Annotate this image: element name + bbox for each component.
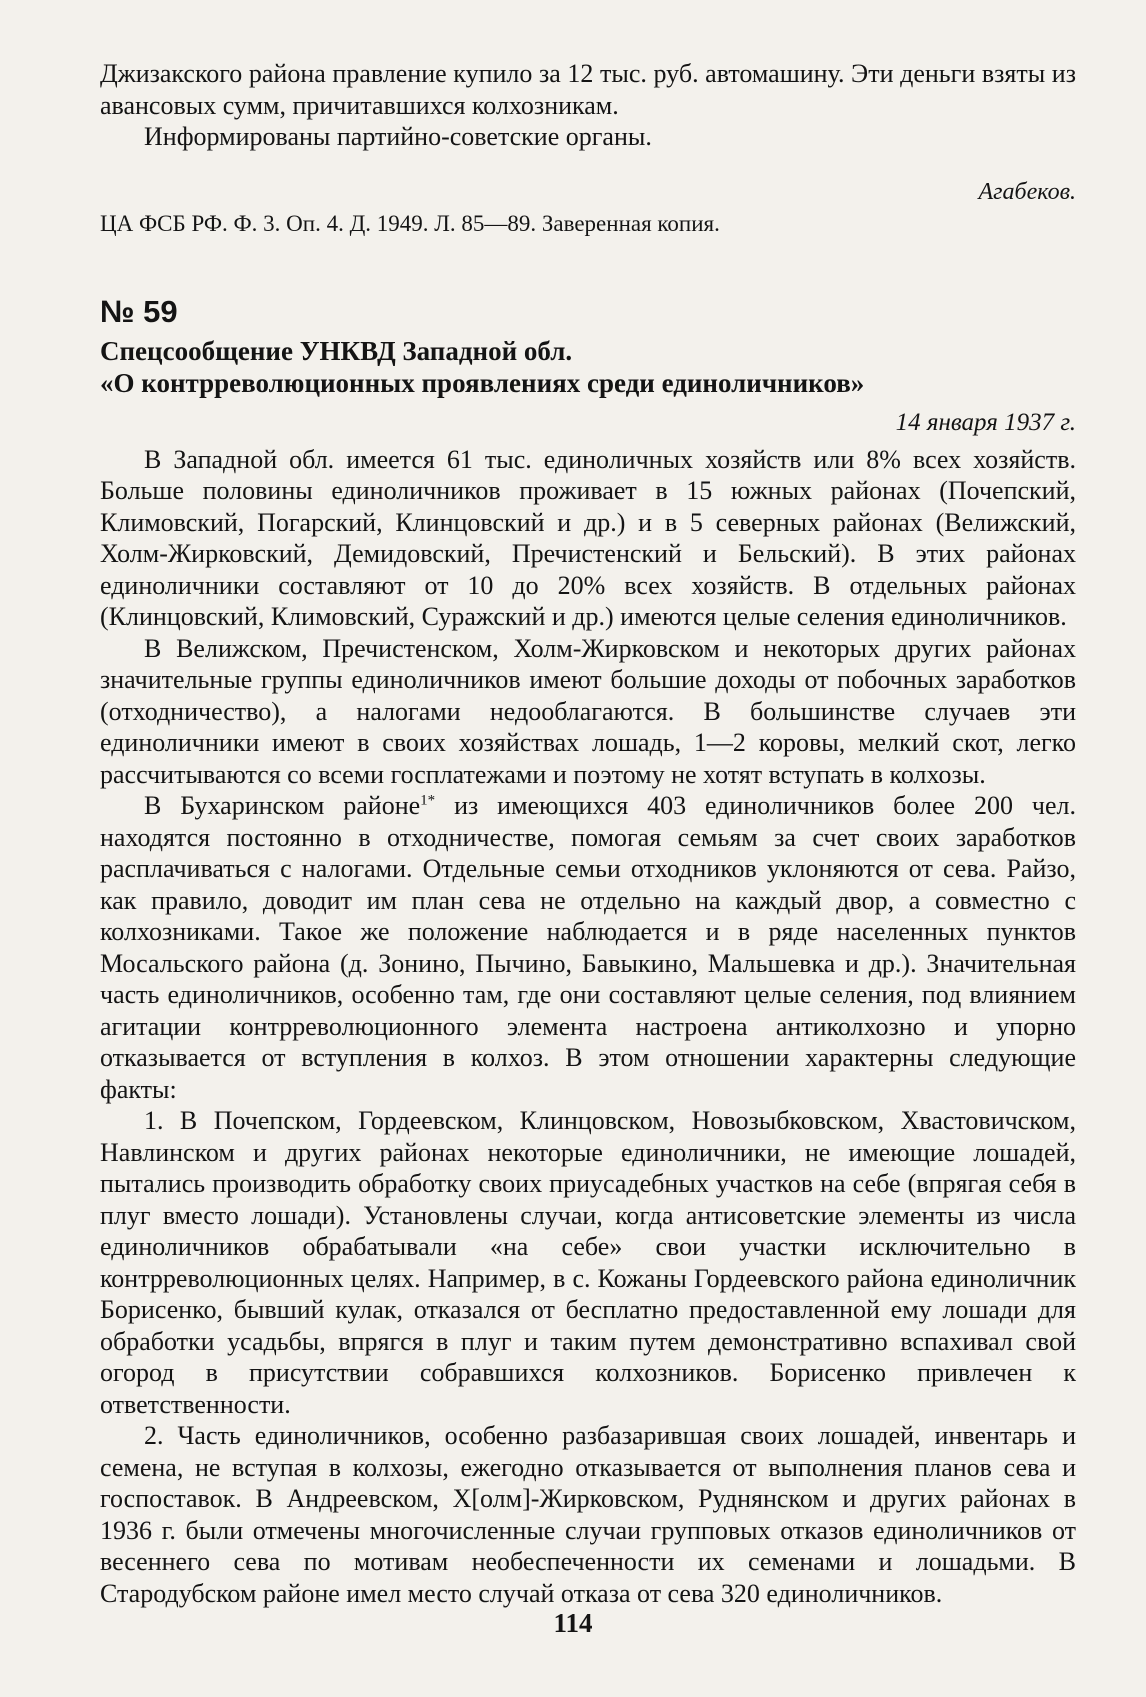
body-paragraph-3-rest: из имеющихся 403 единоличников более 200 чел. находятся постоянно в отходничестве, помогая семьям за счет своих заработков расплачиваться с налогами. Отдельные семьи отходников уклоняются от сева. Райзо, как правило, доводит им план сева не отдельно на каждый двор, а совместно с колхозниками. Такое же положение наблюдается и в ряде населенных пунктов Мосальского района (д. Зонино, Пычино, Бавыкино, Мальшевка и др.). Значительная часть единоличников, особенно там, где они составляют целые селения, под влиянием агитации контрреволюционного элемента настроена антиколхозно и упорно отказывается от вступления в колхоз. В этом отношении характерны следующие факты: <box>100 791 1076 1104</box>
document-title-line-2: «О контрреволюционных проявлениях среди единоличников» <box>100 367 865 398</box>
archive-reference: ЦА ФСБ РФ. Ф. 3. Оп. 4. Д. 1949. Л. 85—89. Заверенная копия. <box>100 210 720 236</box>
document-title-line-1: Спецсообщение УНКВД Западной обл. <box>100 335 573 366</box>
body-paragraph-3-start: В Бухаринском районе <box>144 791 421 820</box>
document-number: № 59 <box>100 293 178 329</box>
footnote-marker: 1* <box>420 792 436 809</box>
body-paragraph-5: 2. Часть единоличников, особенно разбазарившая своих лошадей, инвентарь и семена, не вступая в колхозы, ежегодно отказывается от выполнения планов сева и госпоставок. В Андреевском, Х[олм]-Жирковском, Руднянском и других районах в 1936 г. были отмечены многочисленные случаи групповых отказов единоличников от весеннего сева по мотивам необеспеченности их семенами и лошадьми. В Стародубском районе имел место случай отказа от сева 320 единоличников. <box>100 1421 1076 1608</box>
page-number: 114 <box>553 1608 593 1638</box>
signature: Агабеков. <box>978 178 1076 205</box>
document-date: 14 января 1937 г. <box>895 408 1076 436</box>
body-paragraph-4: 1. В Почепском, Гордеевском, Клинцовском, Новозыбковском, Хвастовичском, Навлинском и других районах некоторые единоличники, не имеющие лошадей, пытались производить обработку своих приусадебных участков на себе (впрягая себя в плуг вместо лошади). Установлены случаи, когда антисоветские элементы из числа единоличников обрабатывали «на себе» свои участки исключительно в контрреволюционных целях. Например, в с. Кожаны Гордеевского района единоличник Борисенко, бывший кулак, отказался от бесплатно предоставленной ему лошади для обработки усадьбы, впрягся в плуг и таким путем демонстративно вспахивал свой огород в присутствии собравшихся колхозников. Борисенко привлечен к ответственности. <box>100 1106 1076 1419</box>
body-paragraph-3 <box>100 790 1076 1105</box>
body-paragraph-1: В Западной обл. имеется 61 тыс. единоличных хозяйств или 8% всех хозяйств. Больше половины единоличников проживает в 15 южных районах (Почепский, Климовский, Погарский, Клинцовский и др.) и в 5 северных районах (Велижский, Холм-Жирковский, Демидовский, Пречистенский и Бельский). В этих районах единоличники составляют от 10 до 20% всех хозяйств. В отдельных районах (Клинцовский, Климовский, Суражский и др.) имеются целые селения единоличников. <box>100 444 1076 631</box>
body-paragraph-2: В Велижском, Пречистенском, Холм-Жирковском и некоторых других районах значительные группы единоличников имеют большие доходы от побочных заработков (отходничество), а налогами недооблагаются. В большинстве случаев эти единоличники имеют в своих хозяйствах лошадь, 1—2 коровы, мелкий скот, легко рассчитываются со всеми госплатежами и поэтому не хотят вступать в колхозы. <box>100 633 1076 789</box>
intro-paragraph-2: Информированы партийно-советские органы. <box>144 122 652 151</box>
intro-paragraph-1: Джизакского района правление купило за 12 тыс. руб. автомашину. Эти деньги взяты из авансовых сумм, причитавшихся колхозникам. <box>100 59 1076 120</box>
